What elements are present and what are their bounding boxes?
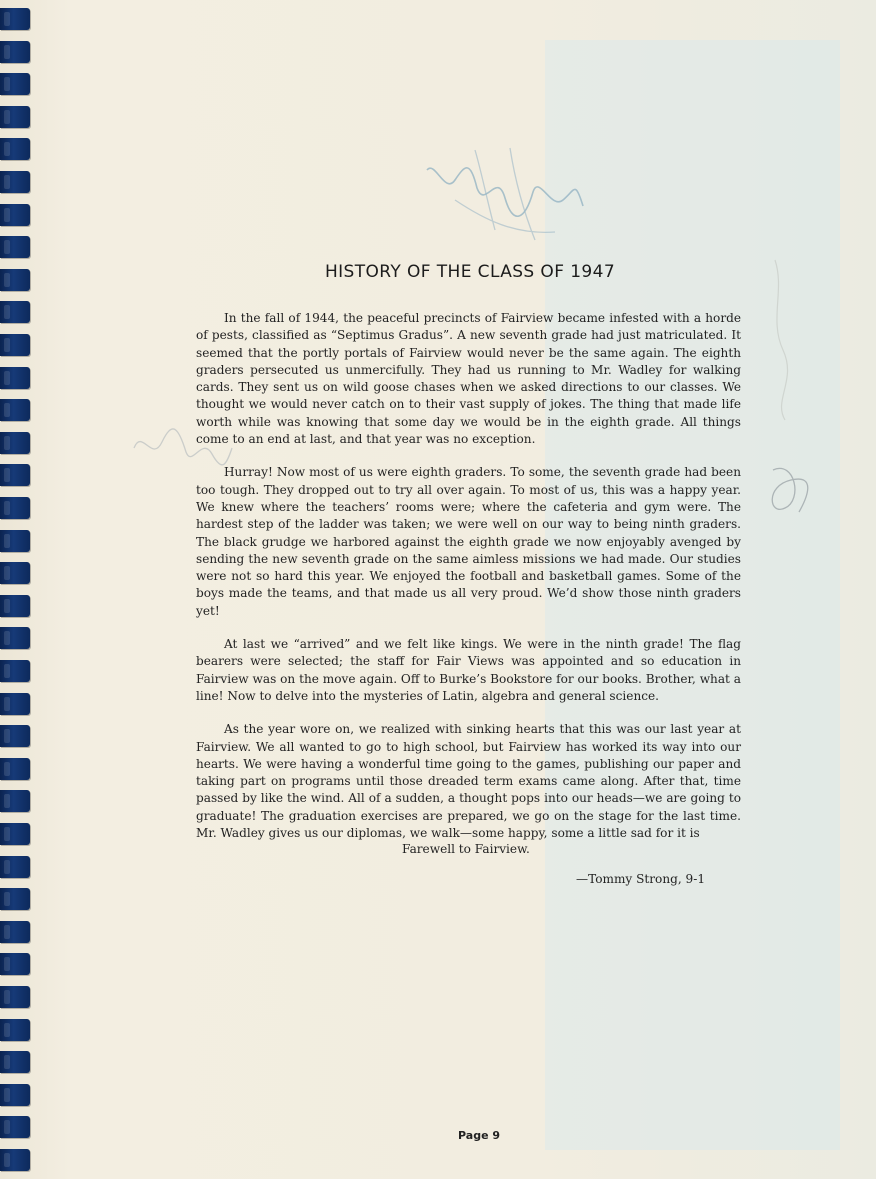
binding-ring bbox=[0, 1019, 30, 1041]
binding-ring bbox=[0, 8, 30, 30]
page-number: Page 9 bbox=[458, 1129, 501, 1142]
binding-ring bbox=[0, 138, 30, 160]
page-title: HISTORY OF THE CLASS OF 1947 bbox=[324, 262, 616, 282]
binding-ring bbox=[0, 106, 30, 128]
paragraph-4: As the year wore on, we realized with sinking hearts that this was our last year at Fairview. We all wanted to go to high school, but Fairview has worked its way into our hearts. We were having a wonderful time going to the games, publishing our paper and taking part on programs until those dreaded term exams came along. After that, time passed by like the wind. All of a sudden, a thought pops into our heads—we are going to graduate! The graduation exercises are prepared, we go on the stage for the last time. Mr. Wadley gives us our diplomas, we walk—some happy, some a little sad for it is bbox=[196, 722, 741, 841]
binding-ring bbox=[0, 725, 30, 747]
binding-ring bbox=[0, 41, 30, 63]
binding-ring bbox=[0, 1116, 30, 1138]
binding-ring bbox=[0, 595, 30, 617]
paragraph-3: At last we “arrived” and we felt like kings. We were in the ninth grade! The flag bearers were selected; the staff for Fair Views was appointed and so education in Fairview was on the move again. Off to Burke’s Bookstore for our books. Brother, what a line! Now to delve into the mysteries of Latin, algebra and general science. bbox=[196, 637, 741, 703]
binding-ring bbox=[0, 986, 30, 1008]
binding-ring bbox=[0, 823, 30, 845]
binding-ring bbox=[0, 921, 30, 943]
binding-ring bbox=[0, 301, 30, 323]
binding-ring bbox=[0, 1084, 30, 1106]
binding-ring bbox=[0, 627, 30, 649]
binding-ring bbox=[0, 1149, 30, 1171]
binding-ring bbox=[0, 693, 30, 715]
binding-ring bbox=[0, 236, 30, 258]
spiral-binding bbox=[0, 0, 34, 1179]
binding-ring bbox=[0, 171, 30, 193]
binding-ring bbox=[0, 269, 30, 291]
binding-ring bbox=[0, 367, 30, 389]
binding-ring bbox=[0, 856, 30, 878]
farewell-line: Farewell to Fairview. bbox=[402, 842, 530, 856]
binding-ring bbox=[0, 953, 30, 975]
paragraph-2: Hurray! Now most of us were eighth graders. To some, the seventh grade had been too tough. They dropped out to try all over again. To most of us, this was a happy year. We knew where the teachers’ rooms were; where the cafeteria and gym were. The hardest step of the ladder was taken; we were well on our way to being ninth graders. The black grudge we harbored against the eighth grade we now enjoyably avenged by sending the new seventh grade on the same aimless missions we had made. Our studies were not so hard this year. We enjoyed the football and basketball games. Some of the boys made the teams, and that made us all very proud. We’d show those ninth graders yet! bbox=[196, 465, 741, 618]
binding-ring bbox=[0, 73, 30, 95]
binding-ring bbox=[0, 464, 30, 486]
binding-ring bbox=[0, 660, 30, 682]
article-body bbox=[196, 310, 741, 858]
binding-ring bbox=[0, 204, 30, 226]
author-signature: —Tommy Strong, 9-1 bbox=[576, 872, 706, 886]
binding-ring bbox=[0, 432, 30, 454]
binding-ring bbox=[0, 888, 30, 910]
binding-ring bbox=[0, 1051, 30, 1073]
binding-ring bbox=[0, 497, 30, 519]
binding-ring bbox=[0, 790, 30, 812]
binding-ring bbox=[0, 758, 30, 780]
binding-ring bbox=[0, 530, 30, 552]
binding-ring bbox=[0, 399, 30, 421]
paragraph-1: In the fall of 1944, the peaceful precincts of Fairview became infested with a horde of pests, classified as “Septimus Gradus”. A new seventh grade had just matriculated. It seemed that the portly portals of Fairview would never be the same again. The eighth graders persecuted us unmercifully. They had us running to Mr. Wadley for walking cards. They sent us on wild goose chases when we asked directions to our classes. We thought we would never catch on to their vast supply of jokes. The thing that made life worth while was knowing that some day we would be in the eighth grade. All things come to an end at last, and that year was no exception. bbox=[196, 311, 741, 447]
binding-ring bbox=[0, 562, 30, 584]
binding-ring bbox=[0, 334, 30, 356]
